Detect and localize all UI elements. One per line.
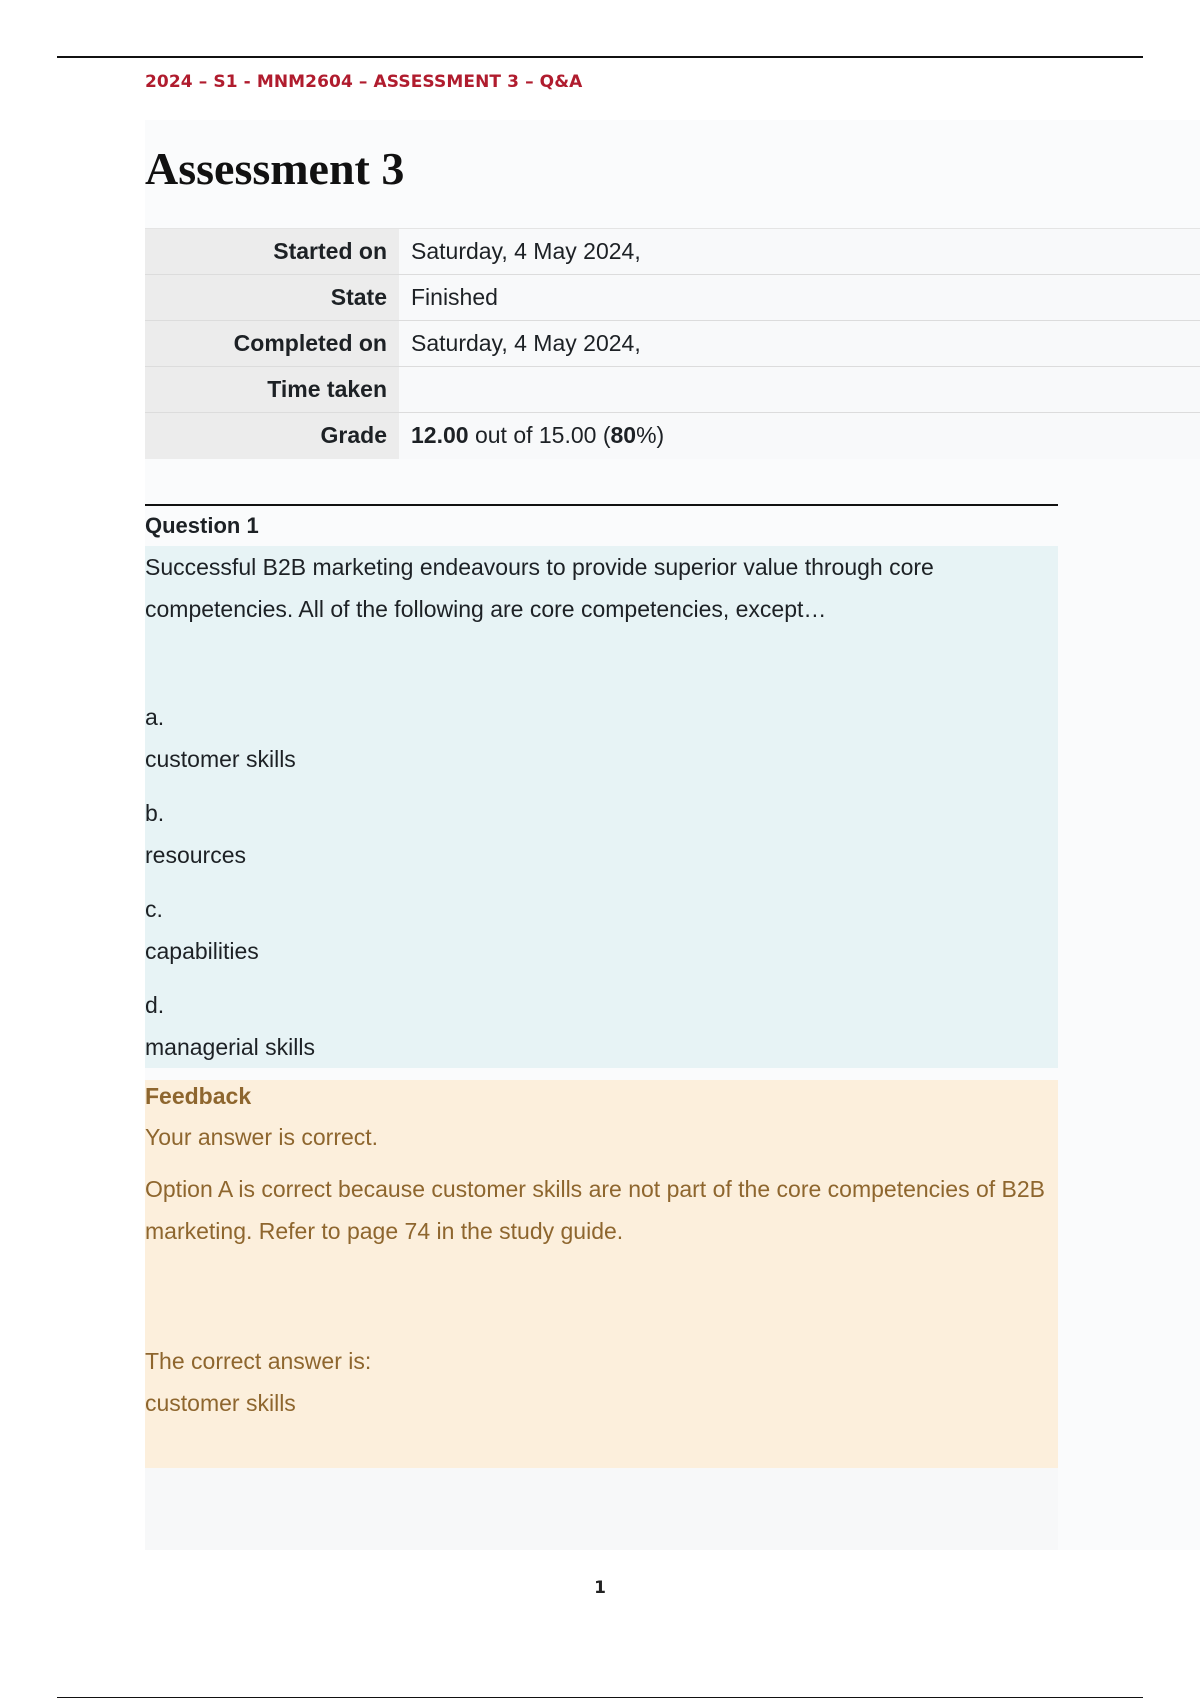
question-body <box>145 546 1058 1068</box>
feedback-title: Feedback <box>145 1083 252 1109</box>
answer-option-a[interactable] <box>145 696 315 792</box>
grade-value <box>399 413 1200 459</box>
answer-letter: b. <box>145 800 165 826</box>
summary-row-state <box>145 275 1200 321</box>
top-rule <box>57 56 1143 58</box>
summary-label: Completed on <box>145 321 399 367</box>
answer-option-b[interactable] <box>145 792 315 888</box>
attempt-summary-table <box>145 228 1200 459</box>
answer-option-d[interactable] <box>145 984 315 1080</box>
summary-row-started <box>145 229 1200 275</box>
grade-percent: 80 <box>610 422 637 449</box>
summary-label: Time taken <box>145 367 399 413</box>
answer-letter: d. <box>145 992 165 1018</box>
summary-label: Grade <box>145 413 399 459</box>
bottom-rule <box>57 1697 1143 1698</box>
summary-value: Saturday, 4 May 2024, <box>399 229 1200 275</box>
grade-middle: out of 15.00 ( <box>468 422 611 449</box>
feedback-panel <box>145 1080 1058 1468</box>
answer-text: customer skills <box>145 746 296 772</box>
answer-letter: c. <box>145 896 163 922</box>
document-header: 2024 – S1 - MNM2604 – ASSESSMENT 3 – Q&A <box>145 72 583 92</box>
answer-option-c[interactable] <box>145 888 315 984</box>
answer-text: resources <box>145 842 246 868</box>
question-text: Successful B2B marketing endeavours to provide superior value through core competencies. All of the following are core competencies, except… <box>145 554 934 622</box>
summary-row-time-taken <box>145 367 1200 413</box>
correct-answer-label: The correct answer is: <box>145 1348 372 1374</box>
feedback-status: Your answer is correct. <box>145 1124 379 1150</box>
page-title: Assessment 3 <box>145 143 405 194</box>
summary-label: State <box>145 275 399 321</box>
correct-answer-text: customer skills <box>145 1390 296 1416</box>
summary-value: Saturday, 4 May 2024, <box>399 321 1200 367</box>
answer-text: managerial skills <box>145 1034 316 1060</box>
question-footer-area <box>145 1468 1058 1550</box>
summary-label: Started on <box>145 229 399 275</box>
summary-value: Finished <box>399 275 1200 321</box>
question-card <box>145 504 1058 1068</box>
page-number: 1 <box>594 1578 606 1598</box>
feedback-explanation: Option A is correct because customer skills are not part of the core competencies of B2B marketing. Refer to page 74 in the study guide. <box>145 1176 1045 1244</box>
grade-score: 12.00 <box>411 422 469 449</box>
grade-end: %) <box>636 422 665 449</box>
answer-text: capabilities <box>145 938 259 964</box>
summary-value <box>399 367 1200 413</box>
answer-letter: a. <box>145 704 165 730</box>
summary-row-grade <box>145 413 1200 459</box>
question-title: Question 1 <box>145 504 1058 546</box>
summary-row-completed <box>145 321 1200 367</box>
answer-list <box>145 696 315 1080</box>
